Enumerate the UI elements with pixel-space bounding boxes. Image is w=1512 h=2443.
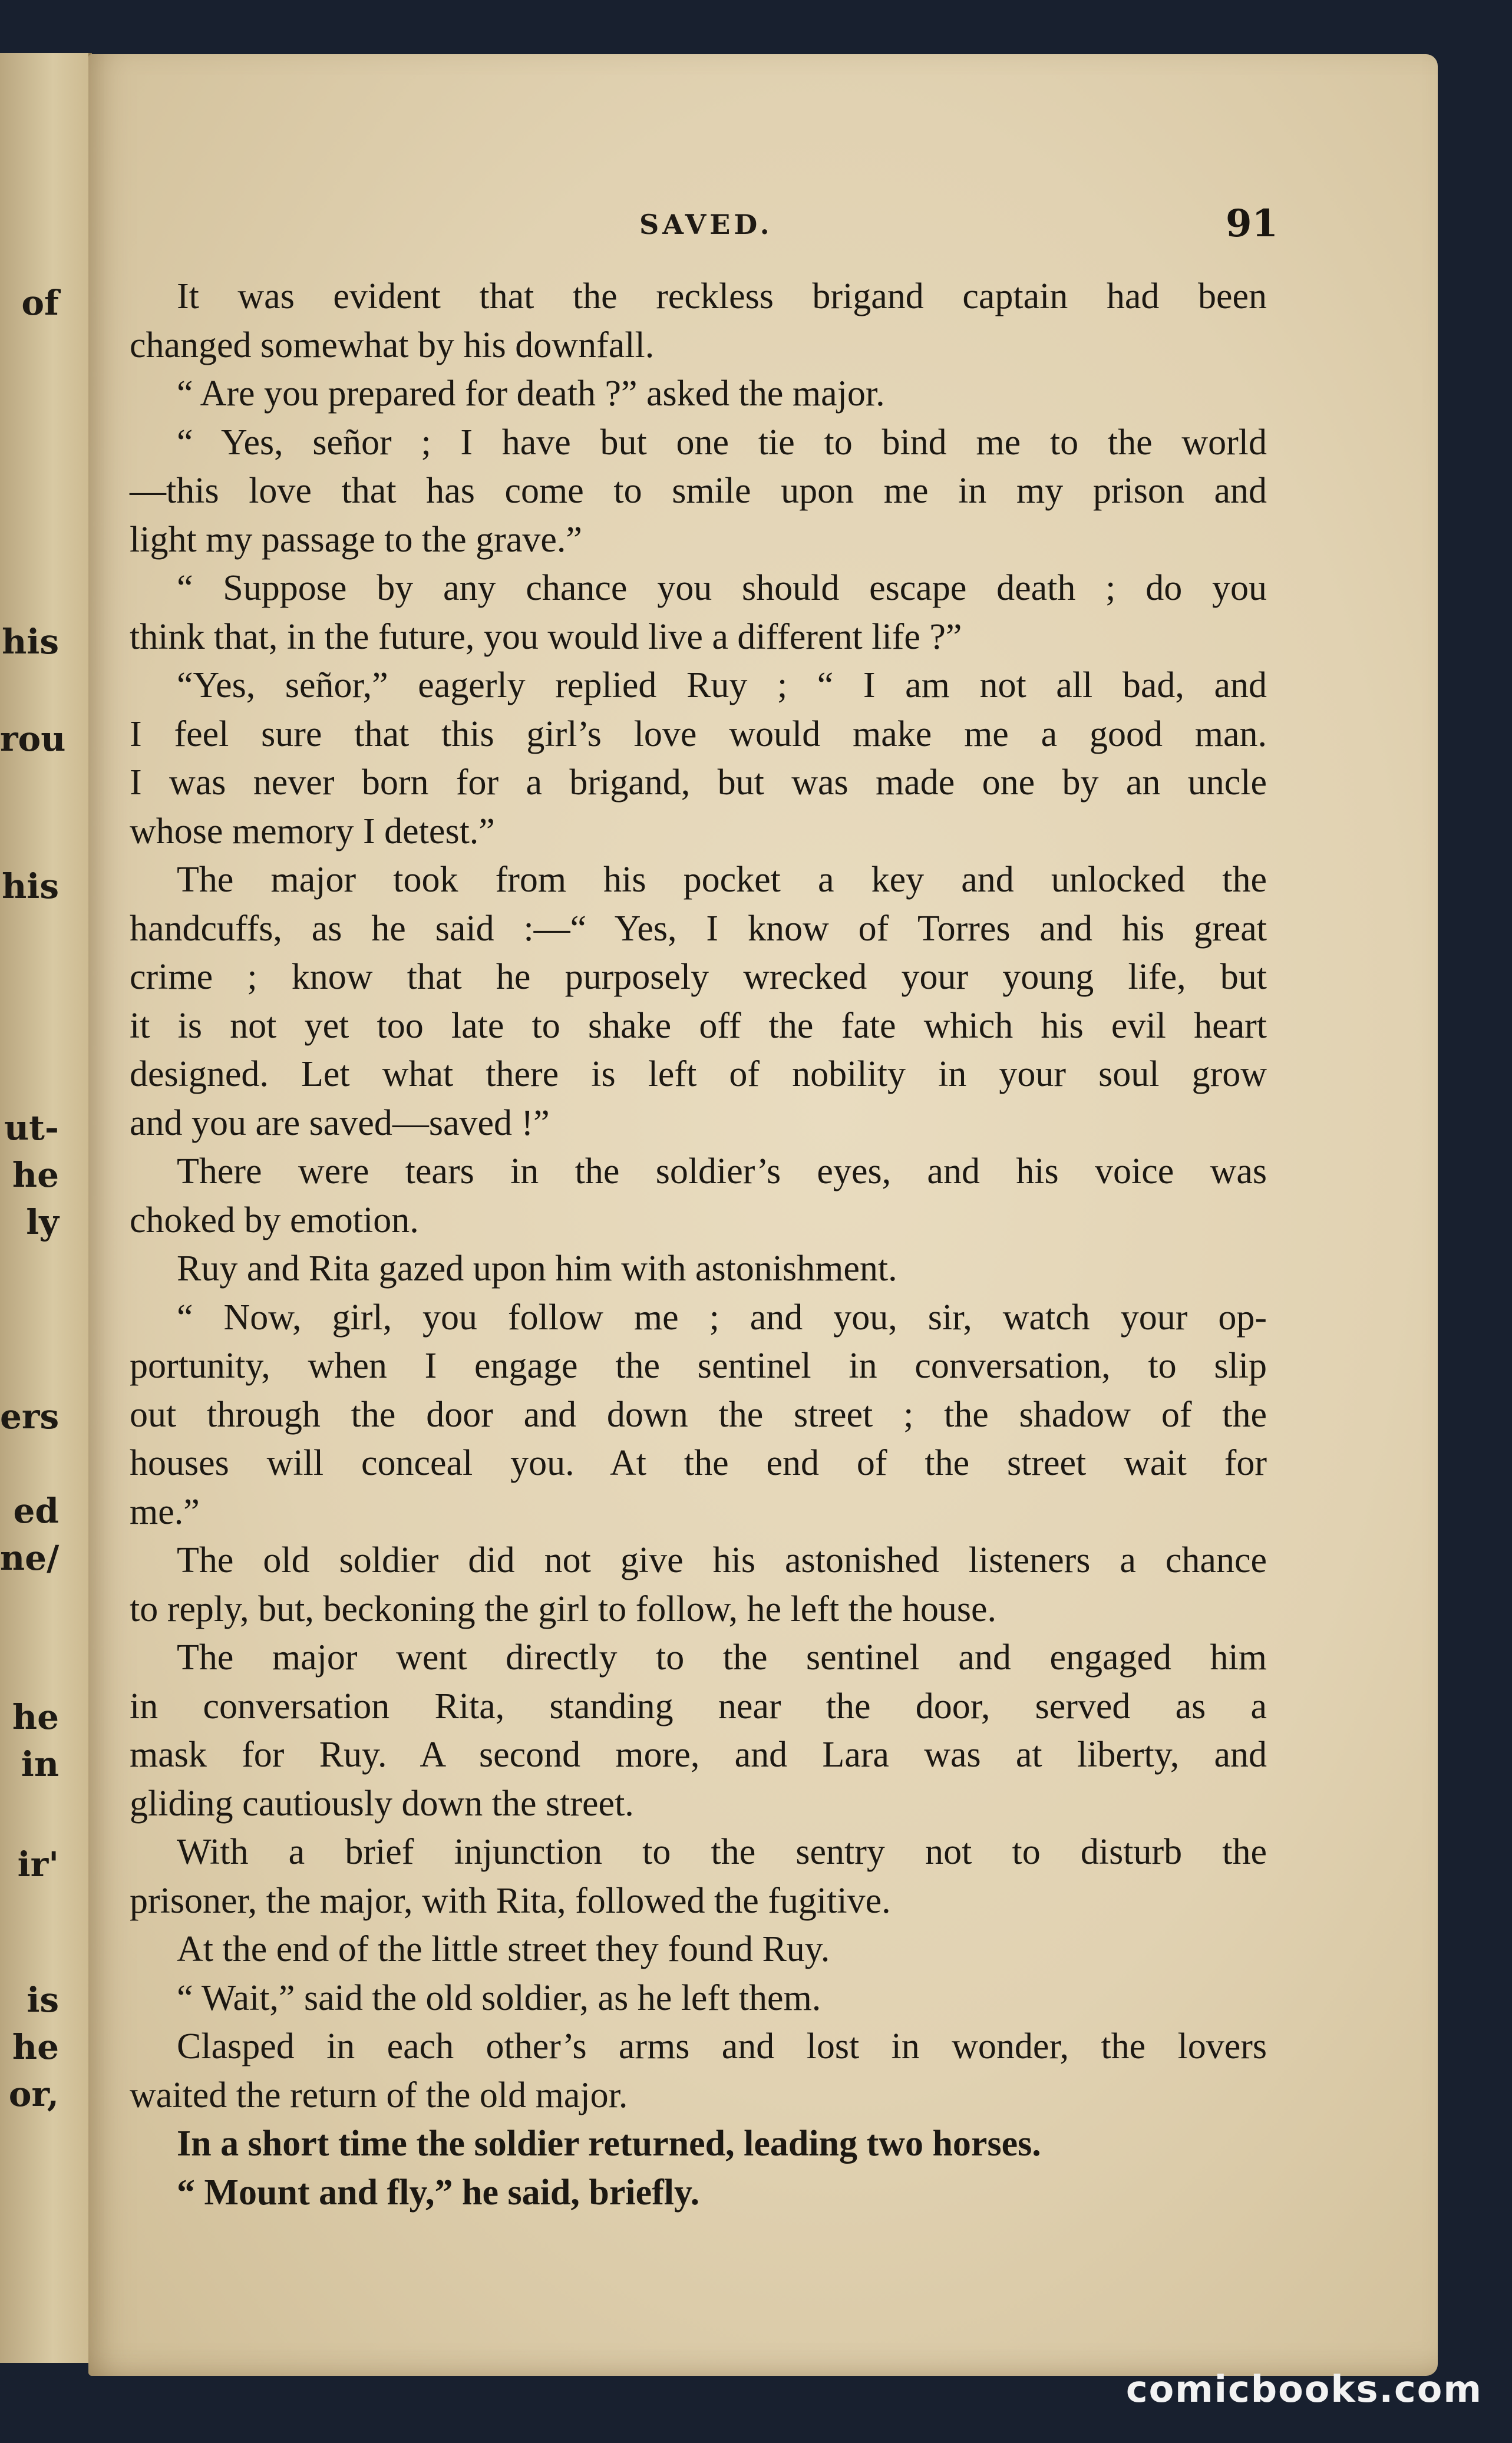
text-line: and you are saved—saved !” <box>130 1102 550 1143</box>
text-line: I was never born for a brigand, but was made one by an uncle <box>130 762 1267 803</box>
text-line: “ Suppose by any chance you should escape death ; do you <box>177 568 1267 608</box>
page-body-text <box>130 272 1267 2217</box>
text-line: mask for Ruy. A second more, and Lara was at liberty, and <box>130 1735 1267 1775</box>
text-line: “ Are you prepared for death ?” asked the major. <box>177 374 885 414</box>
running-title: SAVED. <box>639 209 773 240</box>
text-line: houses will conceal you. At the end of the street wait for <box>130 1443 1267 1483</box>
previous-page-fragment: his <box>2 622 59 662</box>
page-number: 91 <box>1226 202 1279 246</box>
text-line: gliding cautiously down the street. <box>130 1783 634 1824</box>
previous-page-fragment: is <box>27 1980 59 2020</box>
text-line: The major went directly to the sentinel and engaged him <box>177 1638 1267 1678</box>
text-line: light my passage to the grave.” <box>130 519 582 560</box>
text-line: With a brief injunction to the sentry not to disturb the <box>177 1832 1267 1872</box>
text-line: out through the door and down the street ; the shadow of the <box>130 1394 1267 1435</box>
previous-page-fragment: he <box>12 1155 59 1195</box>
text-line: choked by emotion. <box>130 1200 419 1240</box>
text-line: “ Wait,” said the old soldier, as he left them. <box>177 1977 821 2018</box>
text-line: handcuffs, as he said :—“ Yes, I know of Torres and his great <box>130 908 1267 949</box>
text-line: prisoner, the major, with Rita, followed the fugitive. <box>130 1880 891 1921</box>
text-line: The major took from his pocket a key and unlocked the <box>177 860 1267 900</box>
text-line: There were tears in the soldier’s eyes, and his voice was <box>177 1151 1267 1191</box>
text-line: In a short time the soldier returned, leading two horses. <box>177 2124 1041 2164</box>
previous-page-fragment: ut- <box>4 1108 59 1148</box>
text-line: me.” <box>130 1491 200 1532</box>
text-line: think that, in the future, you would live a different life ?” <box>130 616 962 657</box>
text-line: The old soldier did not give his astonished listeners a chance <box>177 1540 1267 1580</box>
text-line: to reply, but, beckoning the girl to follow, he left the house. <box>130 1589 997 1629</box>
previous-page-fragment: ir' <box>17 1844 59 1884</box>
text-line: “ Yes, señor ; I have but one tie to bind me to the world <box>177 422 1267 463</box>
text-line: Clasped in each other’s arms and lost in wonder, the lovers <box>177 2026 1267 2066</box>
book-page <box>88 54 1438 2376</box>
previous-page-fragment: ed <box>13 1491 59 1531</box>
previous-page-fragment: ly <box>26 1202 59 1242</box>
previous-page-fragment: of <box>21 283 59 323</box>
text-line: crime ; know that he purposely wrecked your young life, but <box>130 957 1267 997</box>
previous-page-fragment: ers <box>0 1397 60 1437</box>
text-line: whose memory I detest.” <box>130 811 495 851</box>
previous-page-edge <box>0 53 92 2363</box>
previous-page-fragment: rou <box>0 719 66 759</box>
previous-page-fragment: his <box>2 866 59 906</box>
text-line: waited the return of the old major. <box>130 2075 628 2115</box>
previous-page-fragment: ne/ <box>0 1538 60 1578</box>
previous-page-fragment: in <box>21 1744 59 1784</box>
page-header <box>88 202 1438 255</box>
previous-page-fragment: he <box>12 2027 59 2067</box>
previous-page-fragment: he <box>12 1697 59 1737</box>
text-line: I feel sure that this girl’s love would make me a good man. <box>130 714 1267 754</box>
text-line: “ Now, girl, you follow me ; and you, sir, watch your op- <box>177 1297 1267 1338</box>
text-line: Ruy and Rita gazed upon him with astonishment. <box>177 1249 897 1289</box>
site-watermark: comicbooks.com <box>1125 2368 1483 2411</box>
text-line: —this love that has come to smile upon me in my prison and <box>130 471 1267 511</box>
text-line: in conversation Rita, standing near the door, served as a <box>130 1686 1267 1726</box>
text-line: it is not yet too late to shake off the fate which his evil heart <box>130 1005 1267 1046</box>
text-line: “Yes, señor,” eagerly replied Ruy ; “ I am not all bad, and <box>177 665 1267 705</box>
text-line: “ Mount and fly,” he said, briefly. <box>177 2172 700 2213</box>
text-line: designed. Let what there is left of nobility in your soul grow <box>130 1054 1267 1094</box>
text-line: portunity, when I engage the sentinel in conversation, to slip <box>130 1346 1267 1386</box>
text-line: It was evident that the reckless brigand captain had been <box>177 276 1267 316</box>
text-line: changed somewhat by his downfall. <box>130 325 655 365</box>
text-line: At the end of the little street they found Ruy. <box>177 1929 830 1969</box>
previous-page-fragment: or, <box>8 2074 59 2114</box>
